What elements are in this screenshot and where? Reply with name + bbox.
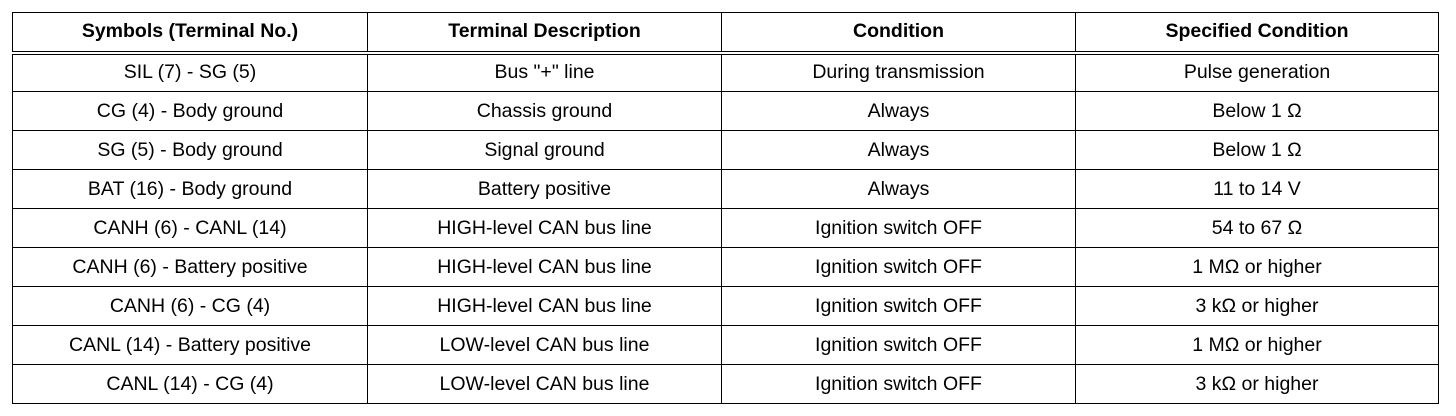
cell-symbols: CANL (14) - CG (4) [13,365,368,404]
cell-symbols: CANH (6) - Battery positive [13,248,368,287]
cell-symbols: CANH (6) - CANL (14) [13,209,368,248]
table-row [13,209,1439,248]
header-condition: Condition [722,13,1076,53]
cell-terminal-description: Bus "+" line [368,53,722,92]
cell-terminal-description: Battery positive [368,170,722,209]
cell-terminal-description: LOW-level CAN bus line [368,365,722,404]
cell-specified-condition: 3 kΩ or higher [1076,365,1439,404]
header-terminal-description: Terminal Description [368,13,722,53]
cell-symbols: SIL (7) - SG (5) [13,53,368,92]
cell-terminal-description: LOW-level CAN bus line [368,326,722,365]
cell-symbols: BAT (16) - Body ground [13,170,368,209]
table-row [13,287,1439,326]
cell-specified-condition: 3 kΩ or higher [1076,287,1439,326]
table-row [13,170,1439,209]
table-row [13,326,1439,365]
table-row [13,92,1439,131]
cell-terminal-description: HIGH-level CAN bus line [368,209,722,248]
cell-condition: Always [722,170,1076,209]
terminal-spec-table [12,12,1439,404]
cell-terminal-description: Chassis ground [368,92,722,131]
cell-condition: Ignition switch OFF [722,326,1076,365]
header-specified-condition: Specified Condition [1076,13,1439,53]
cell-condition: Ignition switch OFF [722,209,1076,248]
table-body [13,53,1439,404]
cell-terminal-description: HIGH-level CAN bus line [368,287,722,326]
header-symbols: Symbols (Terminal No.) [13,13,368,53]
cell-terminal-description: HIGH-level CAN bus line [368,248,722,287]
cell-specified-condition: 1 MΩ or higher [1076,326,1439,365]
header-row [13,13,1439,53]
table-header [13,13,1439,53]
cell-specified-condition: Below 1 Ω [1076,92,1439,131]
table-row [13,53,1439,92]
cell-symbols: CANL (14) - Battery positive [13,326,368,365]
table-row [13,131,1439,170]
cell-condition: Always [722,92,1076,131]
cell-specified-condition: 1 MΩ or higher [1076,248,1439,287]
cell-condition: Ignition switch OFF [722,365,1076,404]
cell-specified-condition: 54 to 67 Ω [1076,209,1439,248]
cell-condition: Ignition switch OFF [722,248,1076,287]
cell-symbols: SG (5) - Body ground [13,131,368,170]
cell-condition: Always [722,131,1076,170]
table-row [13,248,1439,287]
cell-symbols: CG (4) - Body ground [13,92,368,131]
cell-condition: During transmission [722,53,1076,92]
cell-terminal-description: Signal ground [368,131,722,170]
table-row [13,365,1439,404]
cell-specified-condition: 11 to 14 V [1076,170,1439,209]
cell-specified-condition: Below 1 Ω [1076,131,1439,170]
cell-symbols: CANH (6) - CG (4) [13,287,368,326]
cell-condition: Ignition switch OFF [722,287,1076,326]
cell-specified-condition: Pulse generation [1076,53,1439,92]
